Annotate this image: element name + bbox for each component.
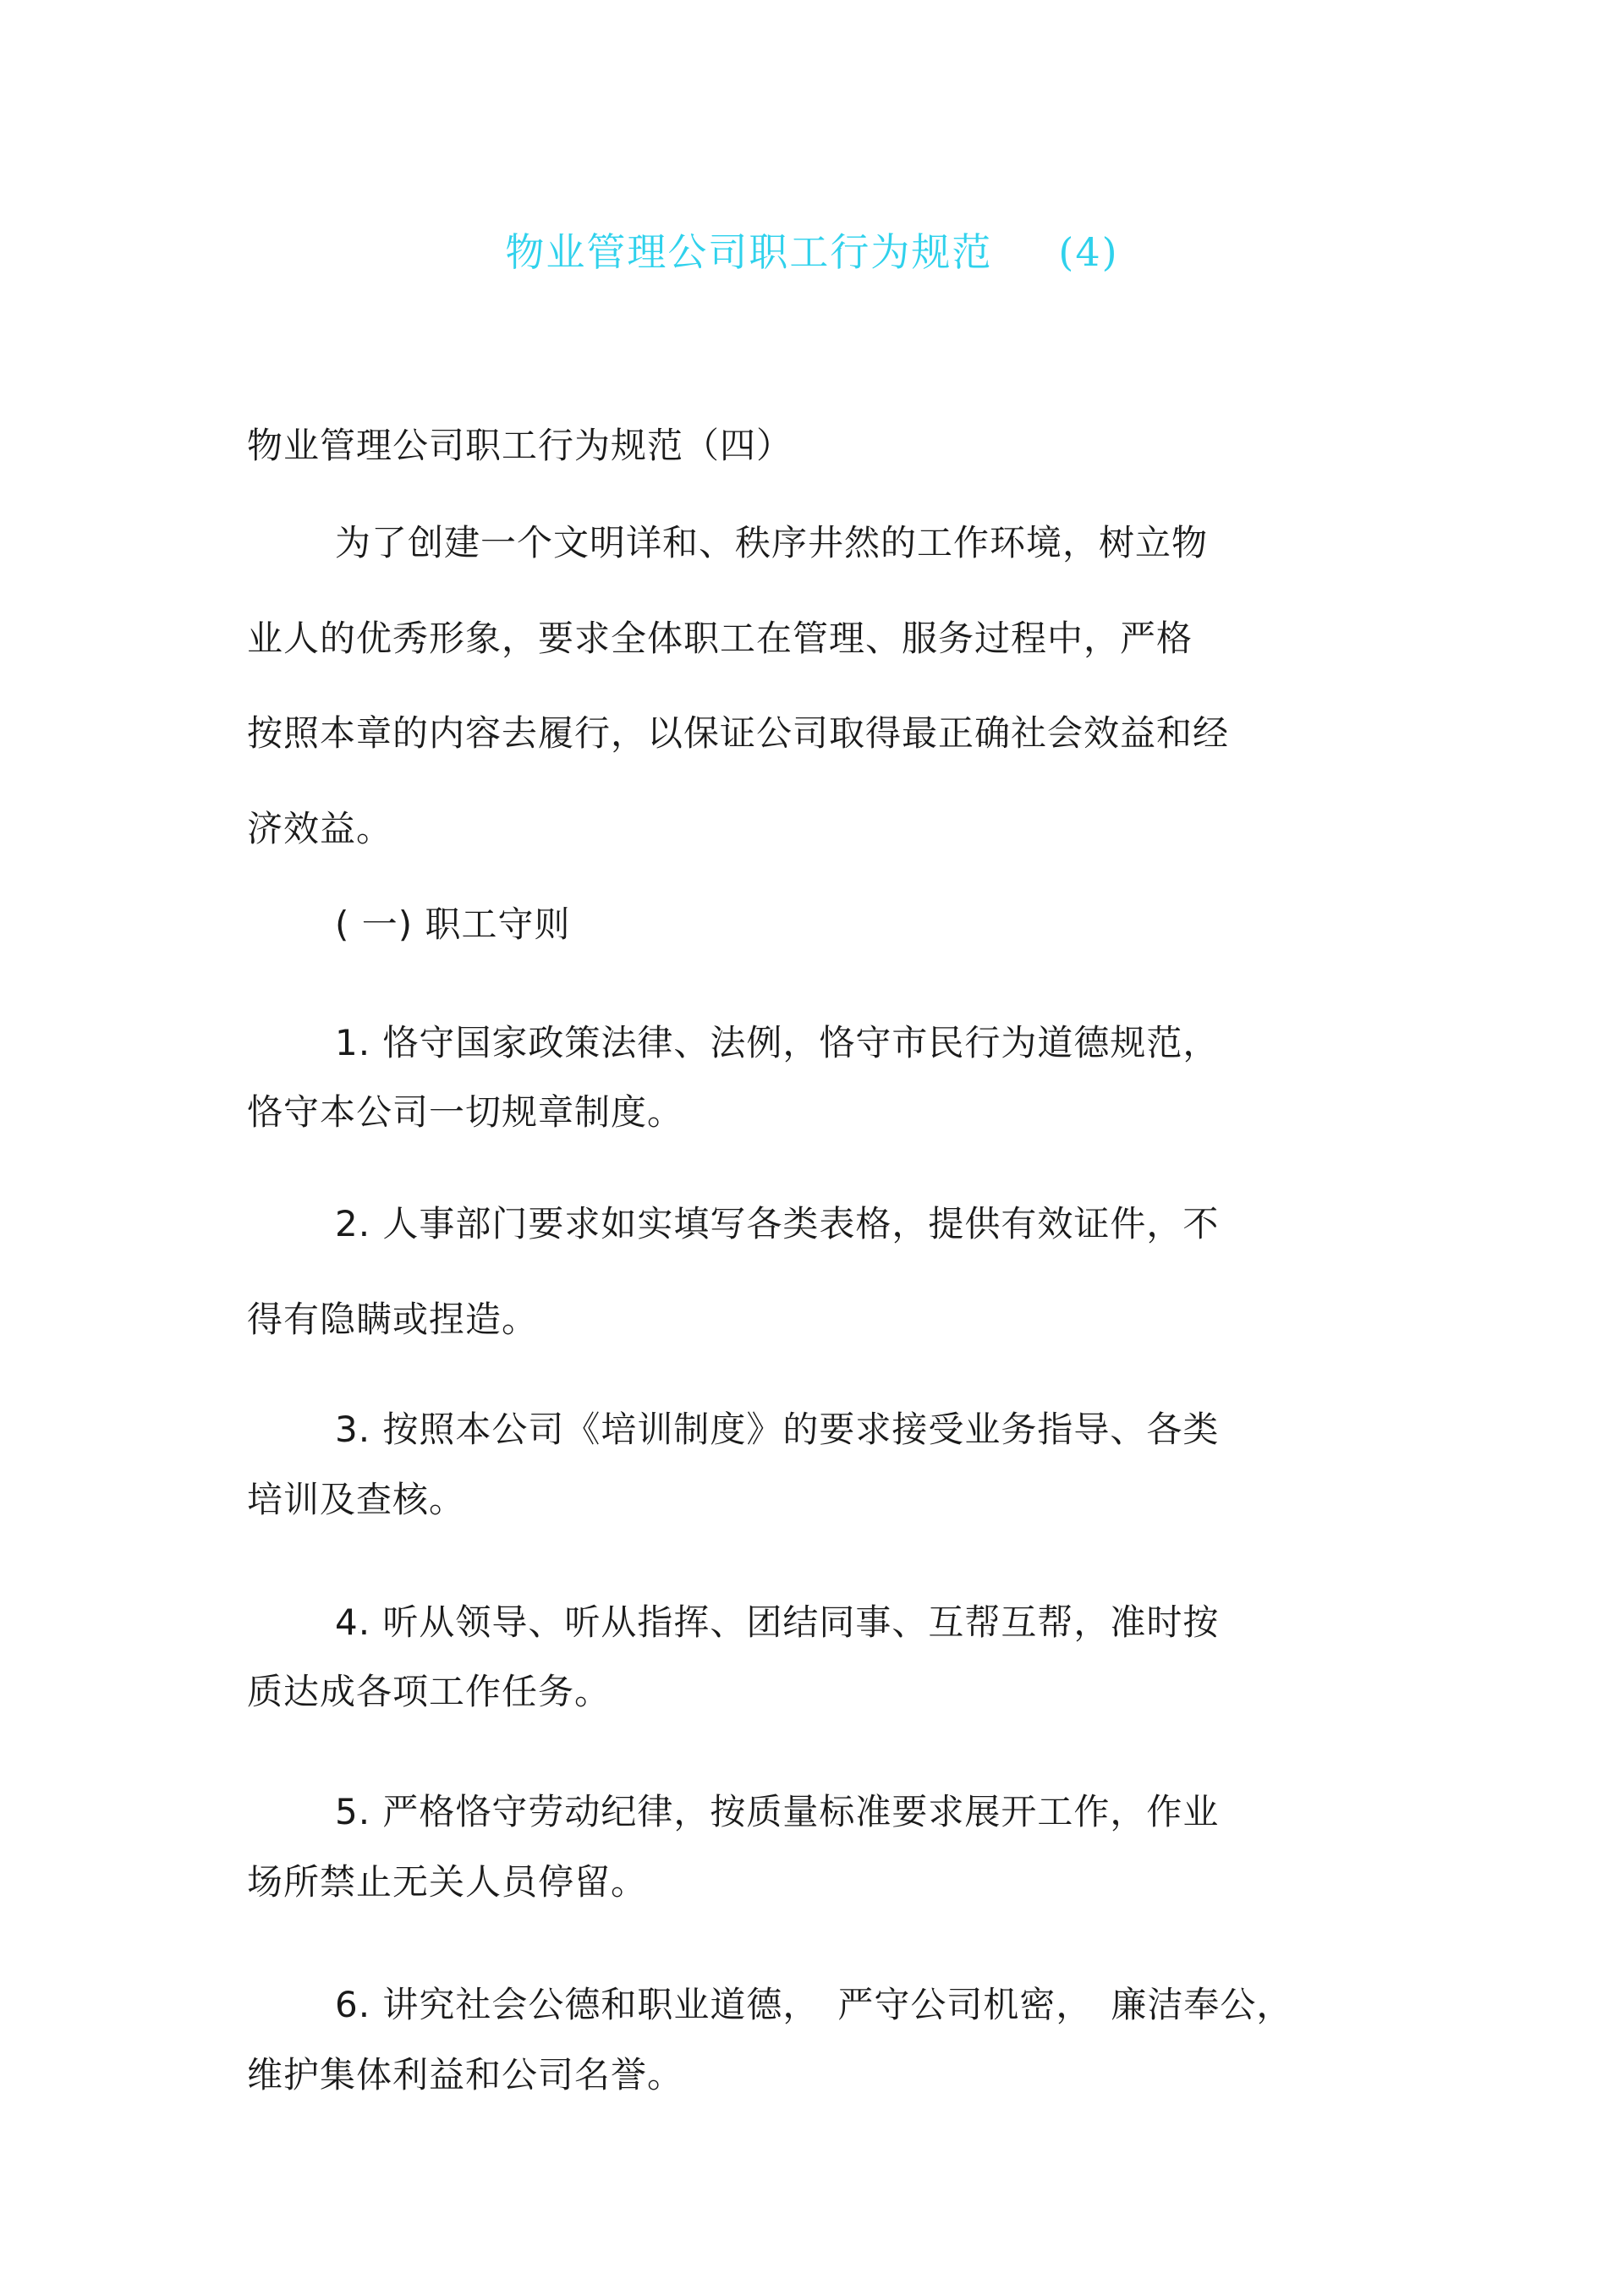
title-main: 物业管理公司职工行为规范 (505, 229, 993, 275)
rule-4-line-2: 质达成各项工作任务。 (247, 1671, 612, 1712)
intro-line-2: 业人的优秀形象，要求全体职工在管理、服务过程中，严格 (247, 618, 1193, 659)
document-title (0, 222, 1624, 277)
rule-2-line-2: 得有隐瞒或捏造。 (247, 1299, 539, 1340)
intro-line-3: 按照本章的内容去履行，以保证公司取得最正确社会效益和经 (247, 712, 1230, 754)
rule-3-line-2: 培训及查核。 (247, 1479, 466, 1520)
rule-6-line-2: 维护集体利益和公司名誉。 (247, 2054, 684, 2096)
title-number: (4) (1058, 229, 1119, 275)
rule-1-line-2: 恪守本公司一切规章制度。 (247, 1091, 684, 1133)
intro-line-4: 济效益。 (247, 808, 393, 849)
document-subtitle: 物业管理公司职工行为规范（四） (247, 425, 793, 466)
section-heading: ( 一) 职工守则 (335, 904, 571, 945)
rule-1-line-1: 1. 恪守国家政策法律、法例，恪守市民行为道德规范， (335, 1022, 1220, 1063)
rule-5-line-1: 5. 严格恪守劳动纪律，按质量标准要求展开工作，作业 (335, 1791, 1220, 1832)
rule-5-line-2: 场所禁止无关人员停留。 (247, 1861, 648, 1903)
rule-3-line-1: 3. 按照本公司《培训制度》的要求接受业务指导、各类 (335, 1409, 1220, 1450)
intro-line-1: 为了创建一个文明详和、秩序井然的工作环境，树立物 (335, 522, 1209, 563)
rule-2-line-1: 2. 人事部门要求如实填写各类表格，提供有效证件，不 (335, 1203, 1220, 1244)
rule-6-line-1: 6. 讲究社会公德和职业道德， 严守公司机密， 廉洁奉公， (335, 1984, 1293, 2025)
rule-4-line-1: 4. 听从领导、听从指挥、团结同事、互帮互帮，准时按 (335, 1601, 1220, 1643)
